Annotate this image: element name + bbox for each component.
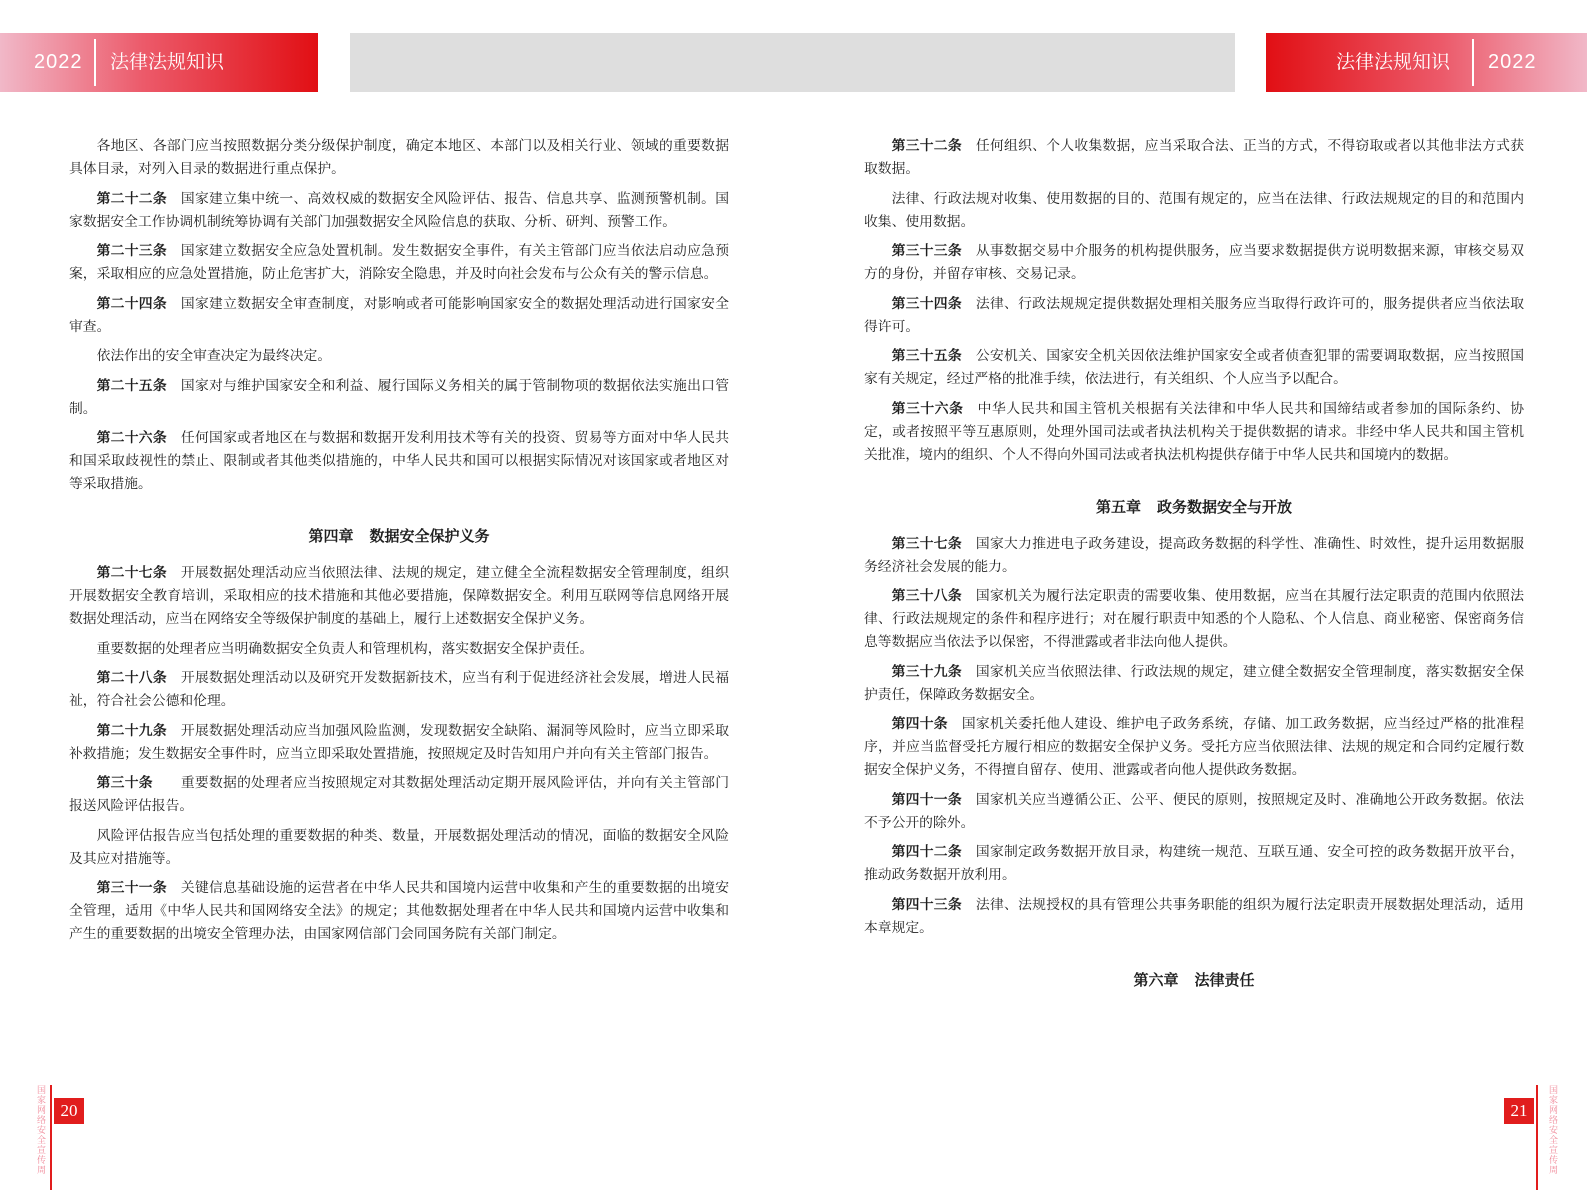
article-paragraph <box>864 135 1524 181</box>
article-paragraph <box>69 667 729 713</box>
paragraph <box>69 638 729 661</box>
article-text: 任何组织、个人收集数据，应当采取合法、正当的方式，不得窃取或者以其他非法方式获取数据。 <box>864 138 1525 177</box>
article-paragraph <box>69 772 729 818</box>
header-banner-left <box>0 33 318 92</box>
paragraph <box>864 188 1524 234</box>
header-title-left: 法律法规知识 <box>110 51 225 73</box>
article-paragraph <box>69 293 729 339</box>
article-paragraph <box>864 293 1524 339</box>
header-divider-right <box>1472 39 1474 86</box>
chapter-title: 法律责任 <box>1194 970 1255 989</box>
side-vertical-text-left: 国家网络安全宣传周 <box>35 1085 45 1175</box>
article-paragraph <box>69 720 729 766</box>
paragraph <box>69 345 729 368</box>
header-gray-band <box>350 33 1235 92</box>
paragraph-text: 风险评估报告应当包括处理的重要数据的种类、数量，开展数据处理活动的情况，面临的数据安全风险及其应对措施等。 <box>69 827 729 867</box>
article-number: 第二十二条 <box>96 190 167 207</box>
article-text: 国家机关为履行法定职责的需要收集、使用数据，应当在其履行法定职责的范围内依照法律、行政法规规定的条件和程序进行；对在履行职责中知悉的个人隐私、个人信息、商业秘密、保密商务信息等数据应当依法予以保密，不得泄露或者非法向他人提供。 <box>864 588 1525 650</box>
article-number: 第二十五条 <box>96 377 167 394</box>
chapter-heading <box>864 968 1524 992</box>
article-text: 国家大力推进电子政务建设，提高政务数据的科学性、准确性、时效性，提升运用数据服务经济社会发展的能力。 <box>864 535 1525 575</box>
article-paragraph <box>864 841 1524 887</box>
header-divider-left <box>94 39 96 86</box>
article-number: 第三十六条 <box>891 400 964 417</box>
article-text: 国家建立数据安全应急处置机制。发生数据安全事件，有关主管部门应当依法启动应急预案，采取相应的应急处置措施，防止危害扩大，消除安全隐患，并及时向社会发布与公众有关的警示信息。 <box>69 243 730 282</box>
article-text: 公安机关、国家安全机关因依法维护国家安全或者侦查犯罪的需要调取数据，应当按照国家有关规定，经过严格的批准手续，依法进行，有关组织、个人应当予以配合。 <box>864 348 1525 387</box>
article-number: 第三十四条 <box>891 295 962 312</box>
article-paragraph <box>69 375 729 421</box>
right-page-column <box>864 135 1524 1006</box>
article-text: 从事数据交易中介服务的机构提供服务，应当要求数据提供方说明数据来源，审核交易双方的身份，并留存审核、交易记录。 <box>864 243 1525 282</box>
article-paragraph <box>864 789 1524 835</box>
article-text: 国家建立数据安全审查制度，对影响或者可能影响国家安全的数据处理活动进行国家安全审查。 <box>69 295 730 335</box>
article-number: 第四十一条 <box>891 791 962 808</box>
article-text: 国家建立集中统一、高效权威的数据安全风险评估、报告、信息共享、监测预警机制。国家数据安全工作协调机制统筹协调有关部门加强数据安全风险信息的获取、分析、研判、预警工作。 <box>69 190 730 230</box>
article-paragraph <box>864 585 1524 654</box>
footer-red-line-right <box>1536 1085 1538 1190</box>
article-text: 中华人民共和国主管机关根据有关法律和中华人民共和国缔结或者参加的国际条约、协定，或者按照平等互惠原则，处理外国司法或者执法机构关于提供数据的请求。非经中华人民共和国主管机关批准，境内的组织、个人不得向外国司法或者执法机构提供存储于中华人民共和国境内的数据。 <box>864 400 1525 463</box>
chapter-title: 政务数据安全与开放 <box>1157 497 1293 516</box>
article-number: 第三十七条 <box>891 535 962 552</box>
article-paragraph <box>69 877 729 946</box>
paragraph-text: 重要数据的处理者应当明确数据安全负责人和管理机构，落实数据安全保护责任。 <box>96 640 594 657</box>
article-paragraph <box>864 398 1524 467</box>
article-number: 第三十八条 <box>891 588 962 604</box>
article-text: 国家机关应当遵循公正、公平、便民的原则，按照规定及时、准确地公开政务数据。依法不予公开的除外。 <box>864 791 1525 831</box>
article-text: 国家对与维护国家安全和利益、履行国际义务相关的属于管制物项的数据依法实施出口管制。 <box>69 377 730 417</box>
article-text: 国家制定政务数据开放目录，构建统一规范、互联互通、安全可控的政务数据开放平台，推动政务数据开放利用。 <box>864 844 1525 883</box>
header-year-left: 2022 <box>34 51 83 73</box>
article-number: 第三十二条 <box>891 138 962 154</box>
article-paragraph <box>864 345 1524 391</box>
header-banner-right <box>1266 33 1587 92</box>
article-number: 第四十二条 <box>891 844 962 860</box>
side-vertical-text-right: 国家网络安全宣传周 <box>1547 1085 1557 1175</box>
article-text: 法律、行政法规规定提供数据处理相关服务应当取得行政许可的，服务提供者应当依法取得许可。 <box>864 295 1525 335</box>
article-text: 国家机关应当依照法律、行政法规的规定，建立健全数据安全管理制度，落实数据安全保护责任，保障政务数据安全。 <box>864 663 1525 703</box>
article-number: 第二十八条 <box>96 670 167 686</box>
article-number: 第二十九条 <box>96 722 167 739</box>
chapter-number: 第六章 <box>1133 970 1179 989</box>
article-number: 第三十条 <box>96 775 153 791</box>
article-text: 开展数据处理活动应当依照法律、法规的规定，建立健全全流程数据安全管理制度，组织开展数据安全教育培训，采取相应的技术措施和其他必要措施，保障数据安全。利用互联网等信息网络开展数据处理活动，应当在网络安全等级保护制度的基础上，履行上述数据安全保护义务。 <box>69 565 730 627</box>
paragraph-text: 依法作出的安全审查决定为最终决定。 <box>96 348 332 364</box>
header-year-right: 2022 <box>1488 51 1537 73</box>
article-paragraph <box>864 533 1524 579</box>
paragraph <box>69 825 729 871</box>
article-paragraph <box>69 240 729 286</box>
paragraph <box>69 135 729 181</box>
header-title-right: 法律法规知识 <box>1336 51 1451 73</box>
article-number: 第三十三条 <box>891 243 962 259</box>
article-number: 第二十七条 <box>96 565 167 581</box>
article-number: 第二十六条 <box>96 430 167 446</box>
article-text: 国家机关委托他人建设、维护电子政务系统，存储、加工政务数据，应当经过严格的批准程序，并应当监督受托方履行相应的数据安全保护义务。受托方应当依照法律、法规的规定和合同约定履行数据安全保护义务，不得擅自留存、使用、泄露或者向他人提供政务数据。 <box>864 716 1525 778</box>
chapter-number: 第五章 <box>1095 497 1141 516</box>
article-text: 法律、法规授权的具有管理公共事务职能的组织为履行法定职责开展数据处理活动，适用本章规定。 <box>864 896 1525 936</box>
article-number: 第三十一条 <box>96 880 167 896</box>
page-number-left: 20 <box>54 1098 84 1124</box>
article-number: 第四十三条 <box>891 896 962 913</box>
article-number: 第四十条 <box>891 716 948 732</box>
paragraph-text: 各地区、各部门应当按照数据分类分级保护制度，确定本地区、本部门以及相关行业、领域的重要数据具体目录，对列入目录的数据进行重点保护。 <box>69 138 729 177</box>
article-number: 第三十九条 <box>891 663 962 680</box>
article-paragraph <box>69 188 729 234</box>
article-text: 开展数据处理活动应当加强风险监测，发现数据安全缺陷、漏洞等风险时，应当立即采取补救措施；发生数据安全事件时，应当立即采取处置措施，按照规定及时告知用户并向有关主管部门报告。 <box>69 722 730 762</box>
article-text: 开展数据处理活动以及研究开发数据新技术，应当有利于促进经济社会发展，增进人民福祉，符合社会公德和伦理。 <box>69 670 730 709</box>
article-text: 任何国家或者地区在与数据和数据开发利用技术等有关的投资、贸易等方面对中华人民共和国采取歧视性的禁止、限制或者其他类似措施的，中华人民共和国可以根据实际情况对该国家或者地区对等采取措施。 <box>69 430 730 492</box>
article-text: 重要数据的处理者应当按照规定对其数据处理活动定期开展风险评估，并向有关主管部门报送风险评估报告。 <box>69 775 729 814</box>
chapter-number: 第四章 <box>308 527 354 545</box>
article-paragraph <box>864 894 1524 940</box>
article-paragraph <box>69 562 729 631</box>
left-page-column <box>69 135 729 953</box>
chapter-heading <box>69 524 729 548</box>
article-number: 第二十四条 <box>96 295 167 312</box>
article-paragraph <box>69 427 729 496</box>
chapter-title: 数据安全保护义务 <box>369 527 490 545</box>
article-paragraph <box>864 713 1524 782</box>
article-paragraph <box>864 661 1524 707</box>
article-paragraph <box>864 240 1524 286</box>
footer-red-line-left <box>50 1085 52 1190</box>
paragraph-text: 法律、行政法规对收集、使用数据的目的、范围有规定的，应当在法律、行政法规规定的目的和范围内收集、使用数据。 <box>864 190 1524 230</box>
article-number: 第二十三条 <box>96 243 167 259</box>
article-text: 关键信息基础设施的运营者在中华人民共和国境内运营中收集和产生的重要数据的出境安全管理，适用《中华人民共和国网络安全法》的规定；其他数据处理者在中华人民共和国境内运营中收集和产生的重要数据的出境安全管理办法，由国家网信部门会同国务院有关部门制定。 <box>69 880 730 942</box>
article-number: 第三十五条 <box>891 348 962 364</box>
page-number-right: 21 <box>1504 1098 1534 1124</box>
chapter-heading <box>864 495 1524 519</box>
